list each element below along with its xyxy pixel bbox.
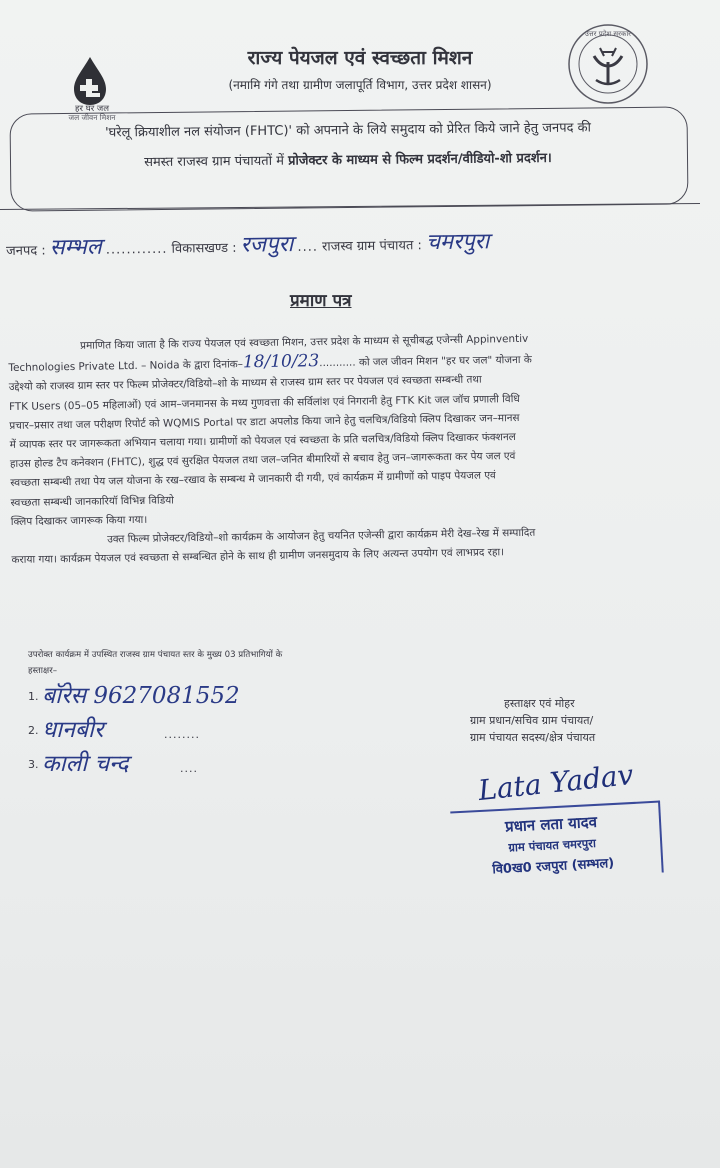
- signatory-label-2: ग्राम प्रधान/सचिव ग्राम पंचायत/: [470, 714, 594, 727]
- dotted-line: ....: [180, 762, 198, 775]
- dotted-line: ...........: [319, 356, 356, 370]
- logo-caption-1: हर घर जल: [75, 104, 109, 114]
- body-line: उद्देश्यो को राजस्व ग्राम स्तर पर फिल्म प्रोजेक्टर/विडियो–शो के माध्यम से राजस्व ग्राम स्तर पर पेयजल एवं स्वच्छता सम्बन्धी तथा: [8, 373, 482, 394]
- vikas-value: रजपुरा: [240, 231, 294, 258]
- list-item: [28, 744, 328, 778]
- dotted-line: ............: [105, 241, 168, 258]
- dotted-line: ....: [297, 239, 319, 255]
- attendee-name: धानबीर: [42, 717, 104, 743]
- stamp-line-1: प्रधान लता यादव: [504, 812, 598, 836]
- logo-caption-2: जल जीवन मिशन: [68, 113, 116, 122]
- body-line: FTK Users (05–05 महिलाओं) एवं आम–जनमानस के मध्य गुणवत्ता की सर्विलांश एवं निगरानी हेतु FTK Kit जल जॉच प्रणाली विधि: [8, 392, 520, 413]
- attendee-name: काली चन्द: [42, 751, 129, 777]
- gram-label: राजस्व ग्राम पंचायत :: [321, 238, 422, 255]
- program-date: 18/10/23: [242, 351, 320, 373]
- body-line: क्लिप दिखाकर जागरूक किया गया।: [10, 513, 148, 528]
- stamp-line-3: वि0ख0 रजपुरा (सम्भल): [492, 856, 615, 878]
- body-line: हाउस होल्ड टैप कनेक्शन (FHTC), शुद्ध एवं सुरक्षित पेयजल तथा जल–जनित बीमारियों से बचाव हेतु जन–जागरूकता कर पेय जल एवं: [9, 450, 516, 471]
- janpad-value: सम्भल: [49, 234, 102, 261]
- stamp-line-2: ग्राम पंचायत चमरपुरा: [508, 835, 597, 855]
- attendees-intro-2: हस्ताक्षर–: [28, 666, 58, 676]
- org-title: राज्य पेयजल एवं स्वच्छता मिशन: [247, 47, 473, 69]
- handwritten-signature: Lata Yadav: [476, 757, 635, 808]
- body-line-part: Technologies Private Ltd. – Noida के द्वारा दिनांक–: [8, 358, 244, 375]
- vikas-label: विकासखण्ड :: [171, 240, 237, 257]
- body-line: उक्त फिल्म प्रोजेक्टर/विडियो–शो कार्यक्रम के आयोजन हेतु चयनित एजेन्सी द्वारा कार्यक्रम मेरी देख–रेख में सम्पादित: [107, 526, 536, 546]
- emblem-text: उत्तर प्रदेश सरकार: [584, 30, 632, 38]
- attendees-intro: उपरोक्त कार्यक्रम में उपस्थित राजस्व ग्राम पंचायत स्तर के मुख्य 03 प्रतिभागियों के: [28, 650, 283, 660]
- attendee-name: बॉरेस 9627081552: [42, 683, 240, 709]
- gram-value: चमरपुरा: [425, 229, 490, 256]
- dotted-line: ........: [164, 728, 200, 741]
- list-item: [28, 676, 328, 710]
- certificate-title: प्रमाण पत्र: [290, 291, 352, 311]
- attendee-number: 2.: [28, 724, 39, 737]
- banner-line-2-plain: समस्त राजस्व ग्राम पंचायतों में: [144, 153, 289, 171]
- list-item: [28, 710, 328, 744]
- signatory-labels: [470, 696, 670, 745]
- body-line: स्वच्छता सम्बन्धी जानकारियॉ विभिन्न विडियो: [10, 494, 175, 509]
- certificate-body: [8, 327, 700, 570]
- body-line: प्रचार–प्रसार तथा जल परीक्षण रिपोर्ट को WQMIS Portal पर डाटा अपलोड किया जाने हेतु चलचित्र/विडियो क्लिप दिखाकर जन–मानस: [9, 411, 520, 432]
- official-stamp: [450, 801, 663, 884]
- attendee-number: 1.: [28, 690, 39, 703]
- org-subtitle: (नमामि गंगे तथा ग्रामीण जलापूर्ति विभाग, उत्तर प्रदेश शासन): [228, 78, 492, 92]
- body-line: स्वच्छता सम्बन्धी तथा पेय जल योजना के रख–रखाव के सम्बन्ध मे जानकारी दी गयी, एवं कार्यक्रम में ग्रामीणों को पाइप पेयजल एवं: [10, 469, 496, 490]
- attendee-list: [28, 676, 328, 778]
- location-fields: [6, 222, 706, 262]
- signatory-label-1: हस्ताक्षर एवं मोहर: [504, 697, 575, 710]
- body-line: कराया गया। कार्यक्रम पेयजल एवं स्वच्छता से सम्बन्धित होने के साथ ही ग्रामीण जनसमुदाय के लिए अत्यन्त उपयोग एवं लाभप्रद रहा।: [11, 546, 505, 567]
- body-line: प्रमाणित किया जाता है कि राज्य पेयजल एवं स्वच्छता मिशन, उत्तर प्रदेश के माध्यम से सूचीबद्ध एजेन्सी Appinventiv: [80, 332, 529, 352]
- body-line-part: को जल जीवन मिशन "हर घर जल" योजना के: [358, 353, 532, 369]
- banner-line-2-bold: प्रोजेक्टर के माध्यम से फिल्म प्रदर्शन/वीडियो-शो प्रदर्शन।: [288, 150, 552, 169]
- attendee-number: 3.: [28, 758, 39, 771]
- banner-line-1: 'घरेलू क्रियाशील नल संयोजन (FHTC)' को अपनाने के लिये समुदाय को प्रेरित किये जाने हेतु जनपद की: [104, 120, 592, 141]
- signatory-label-3: ग्राम पंचायत सदस्य/क्षेत्र पंचायत: [470, 731, 596, 744]
- up-govt-emblem: [566, 22, 650, 106]
- body-line: में व्यापक स्तर पर जागरूकता अभियान चलाया गया। ग्रामीणों को पेयजल एवं स्वच्छता के प्रति चलचित्र/विडियो क्लिप दिखाकर फंक्शनल: [9, 431, 516, 452]
- janpad-label: जनपद :: [5, 243, 46, 259]
